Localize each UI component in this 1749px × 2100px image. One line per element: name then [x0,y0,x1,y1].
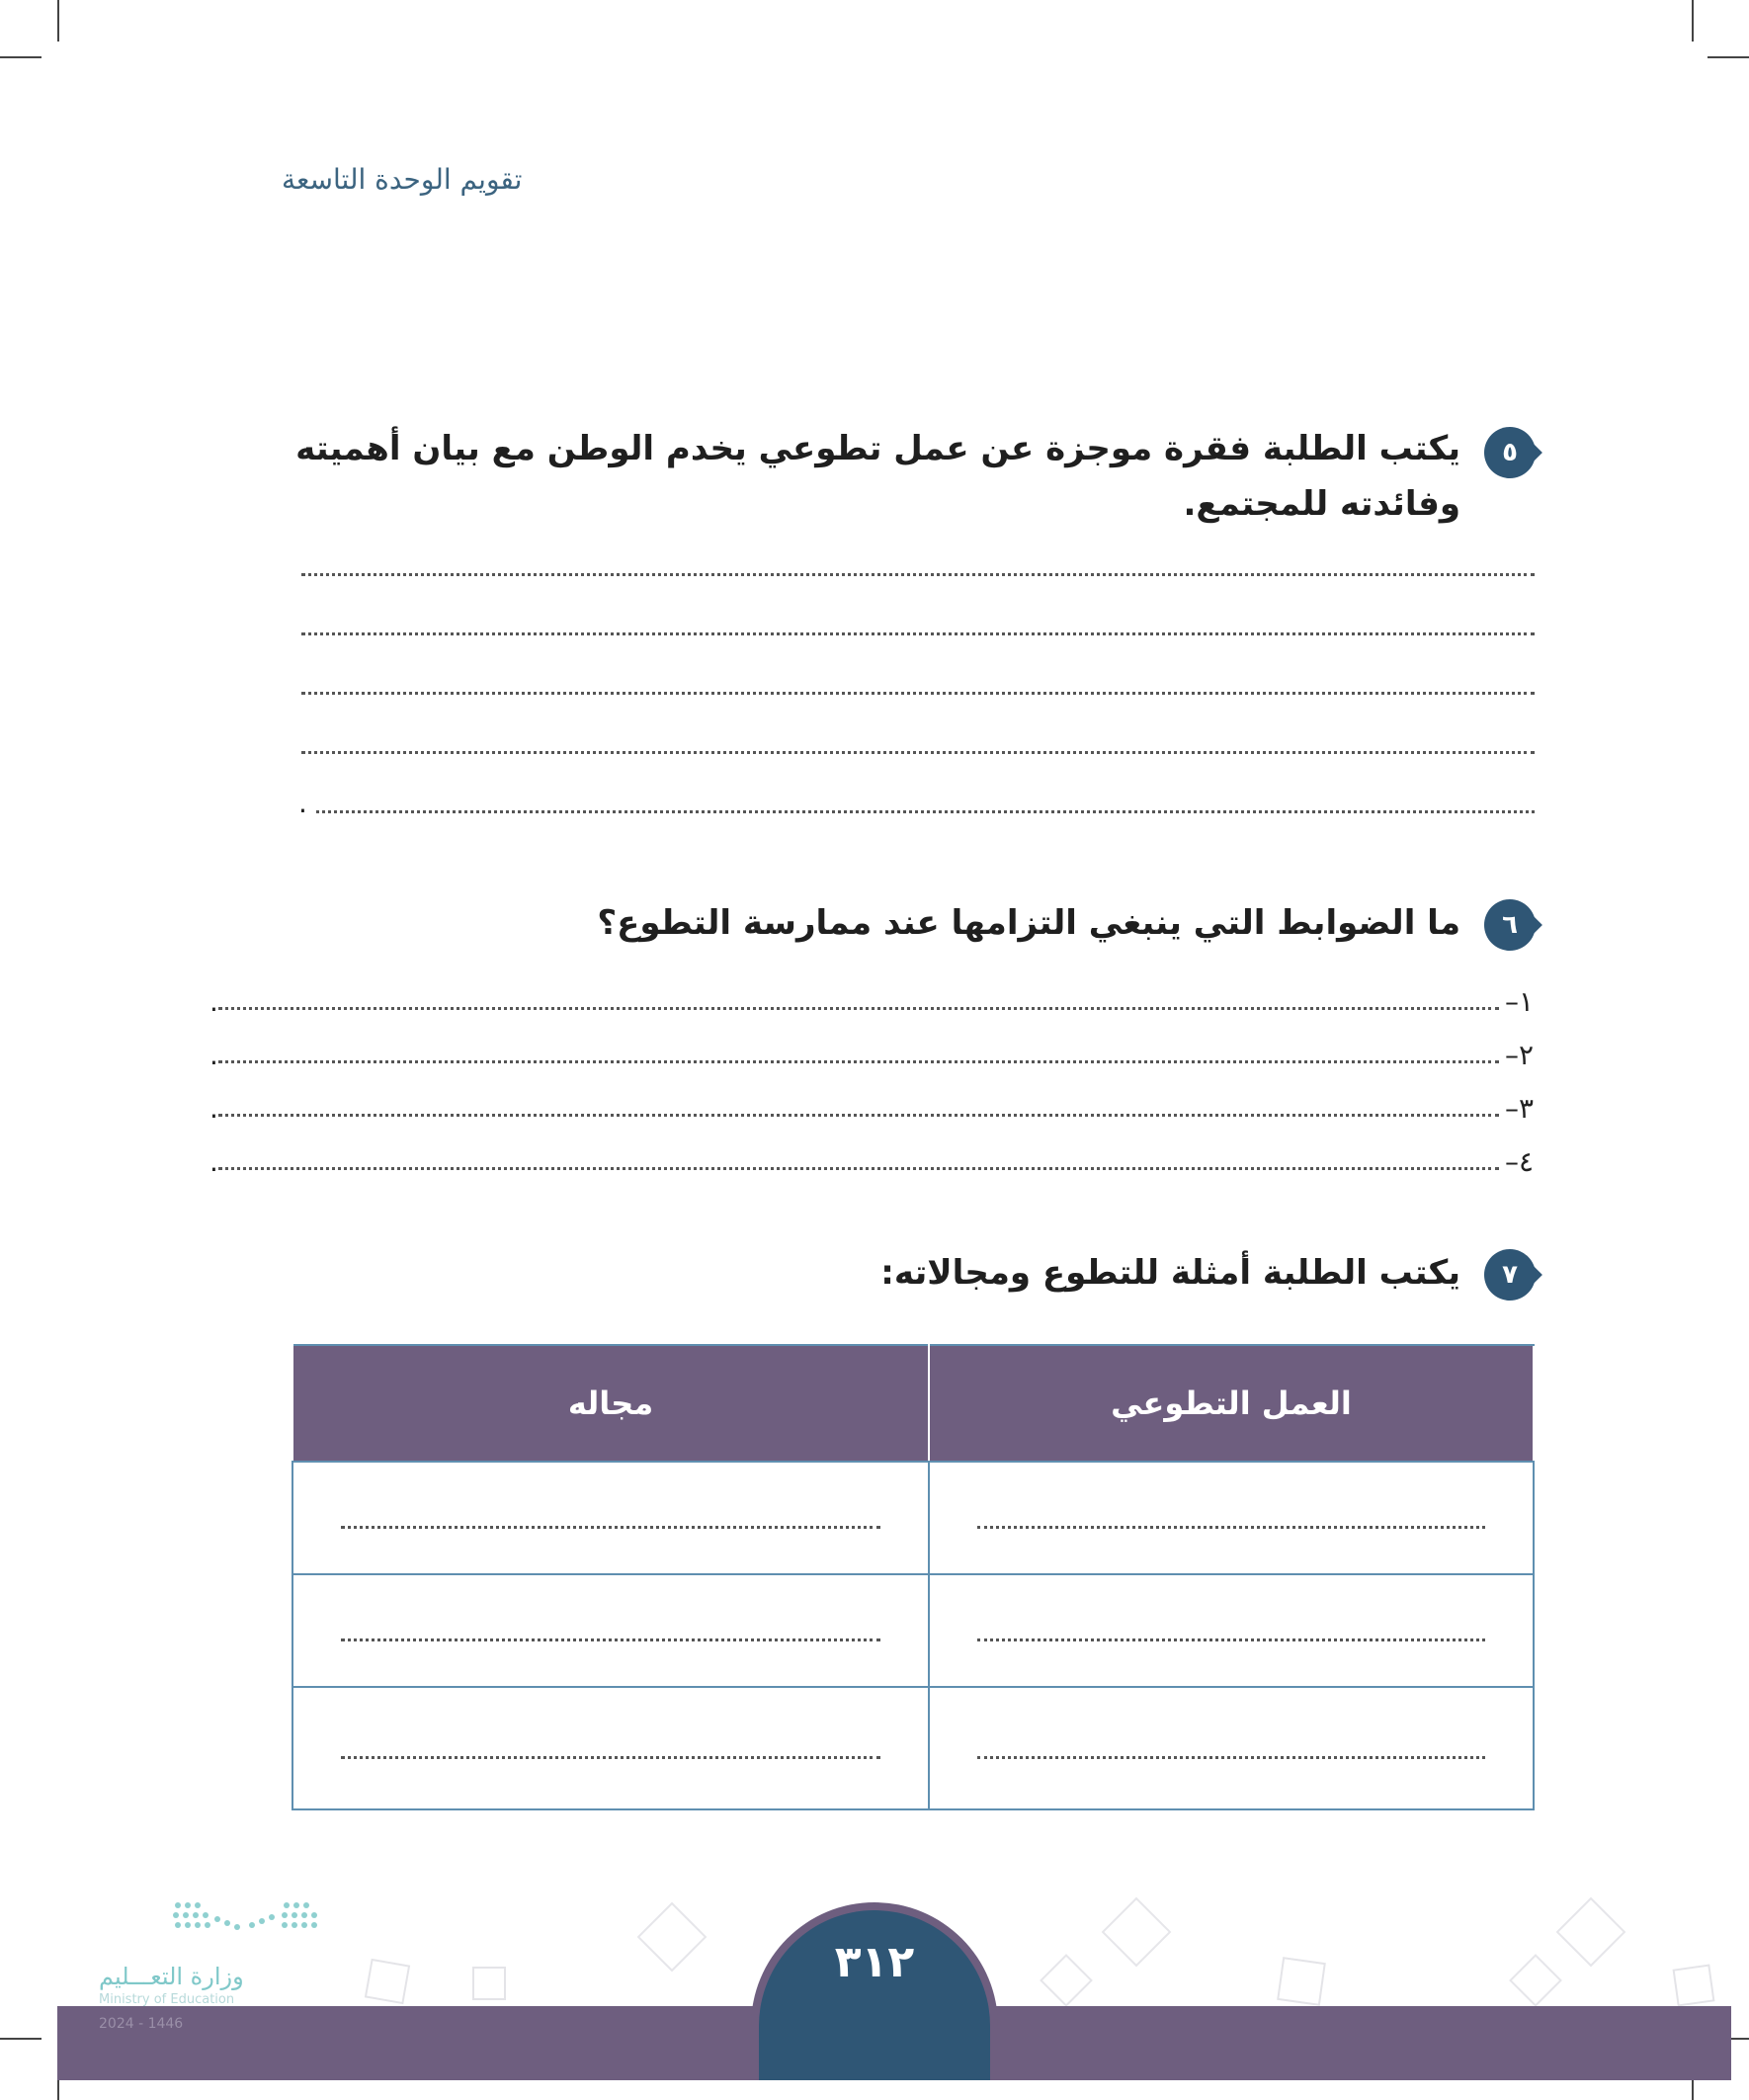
unit-review-title: تقويم الوحدة التاسعة [282,163,523,196]
volunteer-work-cell[interactable] [929,1687,1534,1809]
question-7-text: يكتب الطلبة أمثلة للتطوع ومجالاته: [880,1253,1460,1293]
field-cell[interactable] [292,1574,929,1687]
question-6-badge [1484,899,1536,951]
crop-mark [57,0,59,42]
table-row [292,1462,1534,1574]
answer-line[interactable] [301,573,1535,576]
constraint-line-2[interactable] [209,1036,1534,1071]
question-6-number: ٦ [1502,910,1518,940]
answer-line[interactable] [301,751,1535,754]
crop-mark [0,2038,42,2040]
answer-dots [218,1114,1499,1117]
crop-mark [1692,0,1694,42]
ministry-logo-arabic: وزارة التعـــليم [99,1963,244,1990]
item-end-mark: . [209,985,218,1018]
answer-dots [341,1638,880,1641]
question-5-number: ٥ [1502,438,1518,467]
answer-line[interactable] [301,632,1535,635]
question-5-text: يكتب الطلبة فقرة موجزة عن عمل تطوعي يخدم الوطن مع بيان أهميته وفائدته للمجتمع. [295,429,1460,524]
answer-dots [341,1756,880,1759]
answer-line[interactable] [316,810,1535,813]
header-field: مجاله [292,1345,929,1462]
answer-dots [218,1167,1499,1170]
question-5-badge [1484,427,1536,478]
decorative-square [472,1967,506,2000]
constraint-line-3[interactable] [209,1089,1534,1125]
field-cell[interactable] [292,1462,929,1574]
crop-mark [0,56,42,58]
volunteer-work-cell[interactable] [929,1462,1534,1574]
decorative-square [1673,1965,1715,2007]
answer-dots [977,1526,1485,1529]
decorative-square [1277,1957,1326,2006]
decorative-diamond [637,1902,708,1973]
decorative-diamond [1556,1897,1626,1968]
ministry-logo-english: Ministry of Education [99,1992,235,2007]
answer-line[interactable] [301,692,1535,695]
constraint-line-1[interactable] [209,982,1534,1018]
decorative-diamond [1040,1954,1093,2007]
item-number: ٤– [1504,1145,1534,1178]
item-end-mark: . [209,1039,218,1071]
decorative-diamond [1102,1897,1172,1968]
question-6-text: ما الضوابط التي ينبغي التزامها عند ممارسة التطوع؟ [597,903,1460,943]
header-volunteer-work: العمل التطوعي [929,1345,1534,1462]
item-end-mark: . [209,1145,218,1178]
table-row [292,1574,1534,1687]
decorative-square [365,1959,410,2004]
answer-dots [218,1007,1499,1010]
crop-mark [1707,56,1749,58]
answer-dots [341,1526,880,1529]
item-number: ٢– [1504,1039,1534,1071]
page-number-tab [751,1902,998,2080]
table-row [292,1687,1534,1809]
answer-dots [218,1060,1499,1063]
ministry-logo-icon [168,1897,326,1947]
answer-dots [977,1756,1485,1759]
question-7-number: ٧ [1502,1260,1518,1290]
answer-end-mark: . [298,787,307,819]
item-number: ٣– [1504,1092,1534,1125]
question-7-badge [1484,1249,1536,1301]
item-number: ١– [1504,985,1534,1018]
volunteer-table [292,1344,1535,1810]
answer-dots [977,1638,1485,1641]
decorative-diamond [1509,1954,1562,2007]
edition-year: 2024 - 1446 [99,2016,184,2032]
constraint-line-4[interactable] [209,1142,1534,1178]
page-number: ٣١٢ [834,1937,915,1987]
item-end-mark: . [209,1092,218,1125]
field-cell[interactable] [292,1687,929,1809]
volunteer-work-cell[interactable] [929,1574,1534,1687]
